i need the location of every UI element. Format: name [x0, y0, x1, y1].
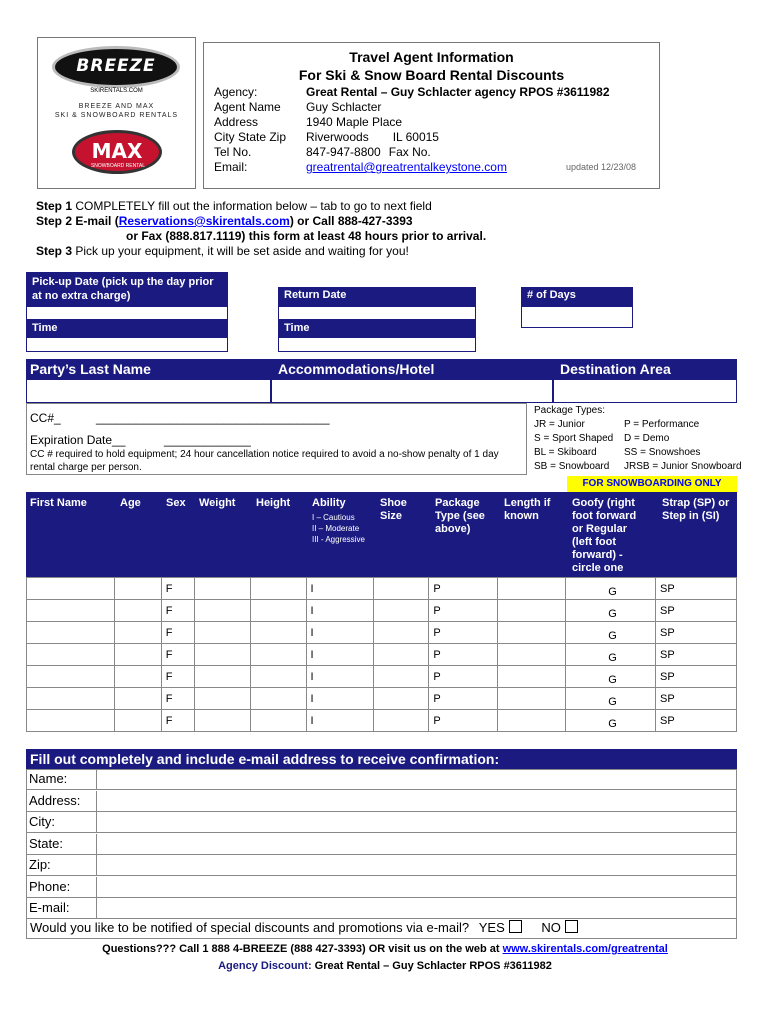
- shoe-size-cell[interactable]: [374, 666, 429, 688]
- first-name-cell[interactable]: [27, 622, 115, 644]
- contact-field-row[interactable]: [26, 877, 736, 898]
- sex-cell[interactable]: F: [161, 710, 194, 732]
- col-shoe-size: Shoe Size: [380, 497, 407, 522]
- first-name-cell[interactable]: [27, 710, 115, 732]
- goofy-cell[interactable]: G: [566, 622, 656, 644]
- time-1-header: Time: [26, 320, 228, 337]
- strap-cell[interactable]: SP: [656, 600, 737, 622]
- footer-questions: Questions??? Call 1 888 4-BREEZE (888 427-3393) OR visit us on the web at www.skirentals.com/greatrental: [102, 943, 668, 955]
- age-cell[interactable]: [114, 600, 161, 622]
- notify-row: Would you like to be notified of special discounts and promotions via e-mail? YES NO: [30, 920, 578, 935]
- age-cell[interactable]: [114, 644, 161, 666]
- package-cell[interactable]: P: [429, 688, 498, 710]
- expiration-input[interactable]: _____________: [164, 433, 251, 447]
- return-date-header: Return Date: [278, 287, 476, 306]
- package-cell[interactable]: P: [429, 644, 498, 666]
- col-length: Length if known: [504, 497, 551, 522]
- return-date-input[interactable]: [278, 306, 476, 320]
- weight-cell[interactable]: [194, 622, 250, 644]
- contact-field-divider: [96, 898, 97, 918]
- sex-cell[interactable]: F: [161, 644, 194, 666]
- weight-cell[interactable]: [194, 688, 250, 710]
- step-3: Step 3 Pick up your equipment, it will be set aside and waiting for you!: [36, 244, 409, 258]
- first-name-cell[interactable]: [27, 644, 115, 666]
- destination-label: Destination Area: [560, 361, 671, 377]
- goofy-cell[interactable]: G: [566, 710, 656, 732]
- step-1: Step 1 COMPLETELY fill out the information below – tab to go to next field: [36, 199, 432, 213]
- shoe-size-cell[interactable]: [374, 688, 429, 710]
- participant-row: [27, 578, 737, 600]
- first-name-cell[interactable]: [27, 666, 115, 688]
- expiration-label: Expiration Date__: [30, 433, 126, 447]
- participant-row: [27, 688, 737, 710]
- length-cell[interactable]: [498, 600, 566, 622]
- contact-field-label: E-mail:: [29, 900, 70, 915]
- logo: BREEZE SKIRENTALS.COM BREEZE AND MAX SKI & SNOWBOARD RENTALS MAX SNOWBOARD RENTAL: [37, 37, 196, 189]
- sex-cell[interactable]: F: [161, 578, 194, 600]
- weight-cell[interactable]: [194, 666, 250, 688]
- participant-table: [26, 577, 737, 732]
- strap-cell[interactable]: SP: [656, 710, 737, 732]
- contact-field-label: Name:: [29, 771, 68, 786]
- return-time-input[interactable]: [278, 337, 476, 352]
- pickup-date-input[interactable]: [26, 306, 228, 320]
- age-cell[interactable]: [114, 666, 161, 688]
- height-cell[interactable]: [250, 600, 306, 622]
- col-goofy: Goofy (right foot forward or Regular (left foot forward) - circle one: [572, 497, 637, 574]
- height-cell[interactable]: [250, 666, 306, 688]
- step-2: Step 2 E-mail (Reservations@skirentals.com) or Call 888-427-3393: [36, 214, 413, 228]
- goofy-cell[interactable]: G: [566, 666, 656, 688]
- sex-cell[interactable]: F: [161, 622, 194, 644]
- contact-field-divider: [96, 877, 97, 897]
- contact-field-divider: [96, 769, 97, 789]
- time-2-header: Time: [278, 320, 476, 337]
- contact-field-row[interactable]: [26, 834, 736, 855]
- strap-cell[interactable]: SP: [656, 578, 737, 600]
- title-1: Travel Agent Information: [349, 49, 514, 65]
- col-weight: Weight: [199, 497, 236, 509]
- shoe-size-cell[interactable]: [374, 644, 429, 666]
- contact-field-divider: [96, 855, 97, 875]
- contact-field-label: Zip:: [29, 857, 51, 872]
- max-logo: MAX: [72, 130, 162, 174]
- yes-checkbox[interactable]: [509, 920, 522, 933]
- shoe-size-cell[interactable]: [374, 710, 429, 732]
- strap-cell[interactable]: SP: [656, 688, 737, 710]
- agent-email-link[interactable]: greatrental@greatrentalkeystone.com: [306, 160, 507, 174]
- sex-cell[interactable]: F: [161, 688, 194, 710]
- weight-cell[interactable]: [194, 578, 250, 600]
- ability-cell[interactable]: I: [306, 666, 374, 688]
- package-cell[interactable]: P: [429, 600, 498, 622]
- contact-field-label: State:: [29, 835, 63, 851]
- no-checkbox[interactable]: [565, 920, 578, 933]
- length-cell[interactable]: [498, 578, 566, 600]
- goofy-cell[interactable]: G: [566, 578, 656, 600]
- participant-row: [27, 666, 737, 688]
- height-cell[interactable]: [250, 688, 306, 710]
- strap-cell[interactable]: SP: [656, 666, 737, 688]
- goofy-cell[interactable]: G: [566, 688, 656, 710]
- ability-notes: I – Cautious II – Moderate III - Aggressive: [312, 513, 365, 544]
- col-package: Package Type (see above): [435, 497, 485, 535]
- shoe-size-cell[interactable]: [374, 622, 429, 644]
- cc-note: CC # required to hold equipment; 24 hour cancellation notice required to avoid a no-show penalty of 1 day rental charge per person.: [30, 449, 499, 473]
- package-cell[interactable]: P: [429, 578, 498, 600]
- strap-cell[interactable]: SP: [656, 644, 737, 666]
- contact-field-row[interactable]: [26, 898, 736, 919]
- age-cell[interactable]: [114, 622, 161, 644]
- logo-url: SKIRENTALS.COM: [90, 88, 143, 94]
- strap-cell[interactable]: SP: [656, 622, 737, 644]
- logo-tagline: BREEZE AND MAX SKI & SNOWBOARD RENTALS: [54, 103, 179, 119]
- participant-row: [27, 622, 737, 644]
- days-input[interactable]: [521, 306, 633, 328]
- hotel-input[interactable]: [271, 379, 553, 403]
- first-name-cell[interactable]: [27, 578, 115, 600]
- ability-cell[interactable]: I: [306, 578, 374, 600]
- footer-discount: Agency Discount: Great Rental – Guy Schlacter RPOS #3611982: [218, 960, 552, 972]
- cc-label: CC#_: [30, 411, 61, 425]
- length-cell[interactable]: [498, 688, 566, 710]
- days-header: # of Days: [521, 287, 633, 306]
- col-height: Height: [256, 497, 291, 509]
- updated-date: updated 12/23/08: [566, 162, 637, 172]
- package-cell[interactable]: P: [429, 666, 498, 688]
- participant-row: [27, 710, 737, 732]
- pickup-date-header: Pick-up Date (pick up the day prior at no extra charge): [26, 272, 228, 306]
- agent-values: Great Rental – Guy Schlacter agency RPOS #3611982 Guy Schlacter 1940 Maple Place Riverwoods IL 60015 847-947-8800 Fax No. greatrental@greatrentalkeystone.com: [306, 85, 610, 174]
- contact-heading: Fill out completely and include e-mail address to receive confirmation:: [30, 751, 500, 767]
- col-strap: Strap (SP) or Step in (SI): [662, 497, 730, 522]
- shoe-size-cell[interactable]: [374, 600, 429, 622]
- breeze-logo: BREEZE: [52, 46, 180, 88]
- title-2: For Ski & Snow Board Rental Discounts: [298, 67, 565, 83]
- contact-field-label: City:: [29, 814, 55, 829]
- snowboarding-only-banner: FOR SNOWBOARDING ONLY: [567, 476, 737, 492]
- age-cell[interactable]: [114, 688, 161, 710]
- length-cell[interactable]: [498, 644, 566, 666]
- contact-field-row[interactable]: [26, 812, 736, 833]
- cc-input[interactable]: ___________________________________: [96, 411, 330, 425]
- col-sex: Sex: [166, 497, 186, 509]
- sex-cell[interactable]: F: [161, 600, 194, 622]
- length-cell[interactable]: [498, 666, 566, 688]
- age-cell[interactable]: [114, 710, 161, 732]
- step-2-fax: or Fax (888.817.1119) this form at least 48 hours prior to arrival.: [126, 229, 487, 243]
- contact-field-divider: [96, 791, 97, 811]
- reservations-email-link[interactable]: Reservations@skirentals.com: [118, 214, 290, 228]
- contact-field-row[interactable]: [26, 791, 736, 812]
- shoe-size-cell[interactable]: [374, 578, 429, 600]
- agent-info-box: [203, 42, 660, 189]
- package-cell[interactable]: P: [429, 622, 498, 644]
- weight-cell[interactable]: [194, 710, 250, 732]
- goofy-cell[interactable]: G: [566, 600, 656, 622]
- hotel-label: Accommodations/Hotel: [278, 361, 435, 377]
- first-name-cell[interactable]: [27, 600, 115, 622]
- ability-cell[interactable]: I: [306, 600, 374, 622]
- ability-cell[interactable]: I: [306, 710, 374, 732]
- contact-field-row[interactable]: [26, 855, 736, 876]
- height-cell[interactable]: [250, 622, 306, 644]
- contact-field-divider: [96, 812, 97, 832]
- package-types: Package Types: JR = Junior S = Sport Shaped BL = Skiboard SB = Snowboard P = Performance D = Demo SS = Snowshoes JRSB = Junior Snowboard: [534, 405, 742, 472]
- length-cell[interactable]: [498, 622, 566, 644]
- package-cell[interactable]: P: [429, 710, 498, 732]
- height-cell[interactable]: [250, 644, 306, 666]
- party-last-name-label: Party’s Last Name: [30, 361, 151, 377]
- height-cell[interactable]: [250, 578, 306, 600]
- length-cell[interactable]: [498, 710, 566, 732]
- height-cell[interactable]: [250, 710, 306, 732]
- contact-field-divider: [96, 834, 97, 854]
- agent-labels: Agency: Agent Name Address City State Zip Tel No. Email:: [214, 85, 287, 174]
- sex-cell[interactable]: F: [161, 666, 194, 688]
- participant-row: [27, 600, 737, 622]
- weight-cell[interactable]: [194, 600, 250, 622]
- participant-row: [27, 644, 737, 666]
- first-name-cell[interactable]: [27, 688, 115, 710]
- contact-field-label: Address:: [29, 792, 81, 808]
- col-age: Age: [120, 497, 141, 509]
- party-last-name-input[interactable]: [26, 379, 271, 403]
- contact-field-row[interactable]: [26, 769, 736, 790]
- age-cell[interactable]: [114, 578, 161, 600]
- goofy-cell[interactable]: G: [566, 644, 656, 666]
- destination-input[interactable]: [553, 379, 737, 403]
- ability-cell[interactable]: I: [306, 688, 374, 710]
- footer-web-link[interactable]: www.skirentals.com/greatrental: [502, 943, 668, 955]
- pickup-time-input[interactable]: [26, 337, 228, 352]
- col-ability: Ability: [312, 497, 346, 509]
- col-first-name: First Name: [30, 497, 87, 509]
- ability-cell[interactable]: I: [306, 644, 374, 666]
- ability-cell[interactable]: I: [306, 622, 374, 644]
- contact-field-label: Phone:: [29, 878, 71, 894]
- weight-cell[interactable]: [194, 644, 250, 666]
